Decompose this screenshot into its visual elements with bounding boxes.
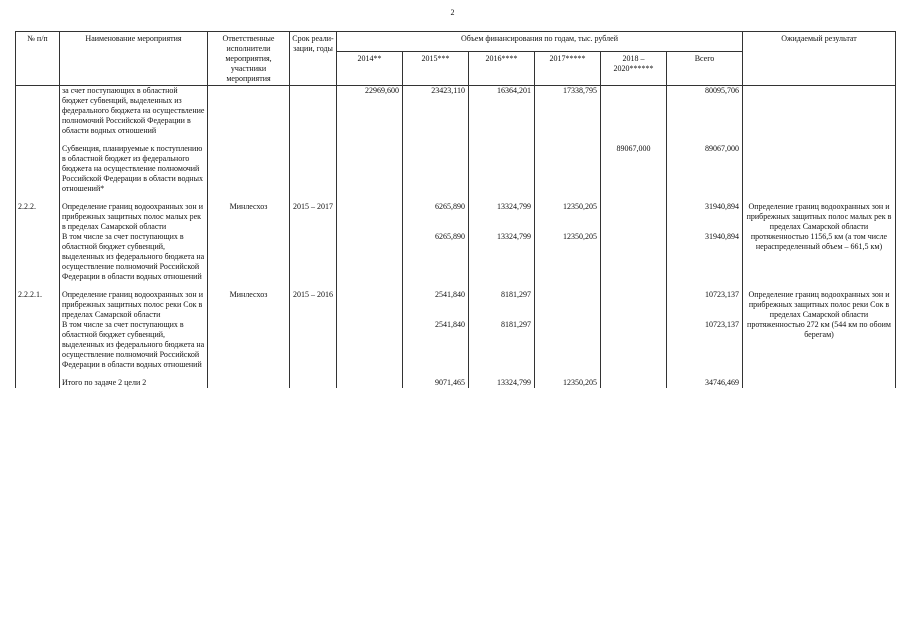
header-total: Всего <box>667 51 743 85</box>
total-value: 31940,894 <box>667 232 743 282</box>
row-number <box>16 144 60 194</box>
header-num: № п/п <box>16 32 60 86</box>
spacer-cell <box>290 370 337 378</box>
spacer-cell <box>403 282 469 290</box>
total-value: 10723,137 <box>667 290 743 320</box>
spacer-cell <box>667 194 743 202</box>
spacer-cell <box>16 136 60 144</box>
year-value <box>337 144 403 194</box>
header-name: Наименование мероприятия <box>60 32 208 86</box>
year-value: 13324,799 <box>469 378 535 388</box>
year-value <box>469 144 535 194</box>
expected-result <box>743 144 896 194</box>
spacer-cell <box>403 136 469 144</box>
expected-result: Определение границ водоохранных зон и прибрежных защитных полос реки Сок в пределах Самарской области протяженностью 272 км (544 км по обоим берегам) <box>743 290 896 378</box>
spacer-cell <box>601 194 667 202</box>
year-value: 12350,205 <box>535 378 601 388</box>
activity-name: В том числе за счет поступающих в областной бюджет субвенций, выделенных из федерального бюджета на осуществление полномочий Российской Федерации в области водных отношений <box>60 320 208 370</box>
row-number: 2.2.2.1. <box>16 290 60 320</box>
row-number: 2.2.2. <box>16 202 60 232</box>
spacer-cell <box>403 194 469 202</box>
spacer-cell <box>16 194 60 202</box>
year-value <box>337 378 403 388</box>
spacer-cell <box>403 370 469 378</box>
spacer-cell <box>290 136 337 144</box>
spacer-cell <box>535 194 601 202</box>
activity-name: В том числе за счет поступающих в областной бюджет субвенций, выделенных из федерального бюджета на осуществление полномочий Российской Федерации в области водных отношений <box>60 232 208 282</box>
year-value: 89067,000 <box>601 144 667 194</box>
row-number <box>16 320 60 370</box>
header-year: 2017***** <box>535 51 601 85</box>
row-spacer <box>16 194 896 202</box>
spacer-cell <box>16 282 60 290</box>
term <box>290 144 337 194</box>
spacer-cell <box>535 136 601 144</box>
page-number: 2 <box>450 8 455 17</box>
year-value: 16364,201 <box>469 86 535 137</box>
year-value: 13324,799 <box>469 232 535 282</box>
row-number <box>16 232 60 282</box>
spacer-cell <box>290 282 337 290</box>
year-value <box>337 320 403 370</box>
term <box>290 232 337 282</box>
activity-name: Итого по задаче 2 цели 2 <box>60 378 208 388</box>
spacer-cell <box>60 370 208 378</box>
executor <box>208 86 290 137</box>
year-value: 9071,465 <box>403 378 469 388</box>
spacer-cell <box>469 282 535 290</box>
header-result: Ожидаемый результат <box>743 32 896 86</box>
table-body <box>16 86 896 389</box>
spacer-cell <box>469 370 535 378</box>
table-row <box>16 202 896 232</box>
spacer-cell <box>601 370 667 378</box>
spacer-cell <box>743 194 896 202</box>
term <box>290 86 337 137</box>
row-spacer <box>16 136 896 144</box>
header-executors: Ответственные исполнители мероприятия, участники мероприятия <box>208 32 290 86</box>
spacer-cell <box>535 370 601 378</box>
spacer-cell <box>667 370 743 378</box>
year-value: 6265,890 <box>403 232 469 282</box>
total-value: 89067,000 <box>667 144 743 194</box>
table-row <box>16 144 896 194</box>
executor <box>208 378 290 388</box>
expected-result: Определение границ водоохранных зон и прибрежных защитных полос малых рек в пределах Самарской области протяженностью 1156,5 км (а том числе нераспределенный объем – 661,5 км) <box>743 202 896 290</box>
year-value <box>535 290 601 320</box>
year-value <box>535 144 601 194</box>
year-value <box>337 232 403 282</box>
total-value: 31940,894 <box>667 202 743 232</box>
year-value <box>601 320 667 370</box>
header-year: 2014** <box>337 51 403 85</box>
total-value: 34746,469 <box>667 378 743 388</box>
total-value: 10723,137 <box>667 320 743 370</box>
year-value: 23423,110 <box>403 86 469 137</box>
expected-result <box>743 378 896 388</box>
spacer-cell <box>60 136 208 144</box>
year-value: 12350,205 <box>535 232 601 282</box>
spacer-cell <box>208 282 290 290</box>
header-year: 2018 – 2020****** <box>601 51 667 85</box>
year-value: 17338,795 <box>535 86 601 137</box>
spacer-cell <box>535 282 601 290</box>
spacer-cell <box>667 282 743 290</box>
year-value: 22969,600 <box>337 86 403 137</box>
spacer-cell <box>60 282 208 290</box>
spacer-cell <box>60 194 208 202</box>
executor <box>208 232 290 282</box>
header-row-top <box>16 32 896 52</box>
spacer-cell <box>16 370 60 378</box>
spacer-cell <box>208 194 290 202</box>
year-value: 13324,799 <box>469 202 535 232</box>
spacer-cell <box>667 136 743 144</box>
year-value: 2541,840 <box>403 320 469 370</box>
spacer-cell <box>290 194 337 202</box>
table-row <box>16 86 896 137</box>
activity-name: Определение границ водоохранных зон и прибрежных защитных полос малых рек в пределах Самарской области <box>60 202 208 232</box>
term: 2015 – 2017 <box>290 202 337 232</box>
activity-name: за счет поступающих в областной бюджет субвенций, выделенных из федерального бюджета на осуществление полномочий Российской Федерации в области водных отношений <box>60 86 208 137</box>
year-value: 12350,205 <box>535 202 601 232</box>
executor: Минлесхоз <box>208 202 290 232</box>
total-value: 80095,706 <box>667 86 743 137</box>
activity-name: Определение границ водоохранных зон и прибрежных защитных полос реки Сок в пределах Самарской области <box>60 290 208 320</box>
year-value <box>403 144 469 194</box>
year-value: 6265,890 <box>403 202 469 232</box>
spacer-cell <box>337 136 403 144</box>
term <box>290 378 337 388</box>
year-value <box>337 290 403 320</box>
spacer-cell <box>208 370 290 378</box>
year-value <box>601 290 667 320</box>
row-number <box>16 86 60 137</box>
expected-result <box>743 86 896 137</box>
year-value <box>601 232 667 282</box>
year-value: 8181,297 <box>469 320 535 370</box>
spacer-cell <box>337 194 403 202</box>
header-year: 2015*** <box>403 51 469 85</box>
spacer-cell <box>337 370 403 378</box>
spacer-cell <box>469 194 535 202</box>
spacer-cell <box>337 282 403 290</box>
executor <box>208 320 290 370</box>
header-year: 2016**** <box>469 51 535 85</box>
spacer-cell <box>601 136 667 144</box>
row-number <box>16 378 60 388</box>
year-value <box>601 86 667 137</box>
spacer-cell <box>743 136 896 144</box>
table-row <box>16 290 896 320</box>
spacer-cell <box>601 282 667 290</box>
year-value: 8181,297 <box>469 290 535 320</box>
spacer-cell <box>469 136 535 144</box>
spacer-cell <box>208 136 290 144</box>
executor <box>208 144 290 194</box>
header-term: Срок реали-зации, годы <box>290 32 337 86</box>
term <box>290 320 337 370</box>
header-funding: Объем финансирования по годам, тыс. рублей <box>337 32 743 52</box>
executor: Минлесхоз <box>208 290 290 320</box>
table-row <box>16 378 896 388</box>
year-value <box>601 378 667 388</box>
year-value <box>337 202 403 232</box>
year-value: 2541,840 <box>403 290 469 320</box>
year-value <box>535 320 601 370</box>
budget-table <box>15 31 896 388</box>
term: 2015 – 2016 <box>290 290 337 320</box>
activity-name: Субвенция, планируемые к поступлению в областной бюджет из федерального бюджета на осуществление полномочий Российской Федерации в области водных отношений* <box>60 144 208 194</box>
year-value <box>601 202 667 232</box>
